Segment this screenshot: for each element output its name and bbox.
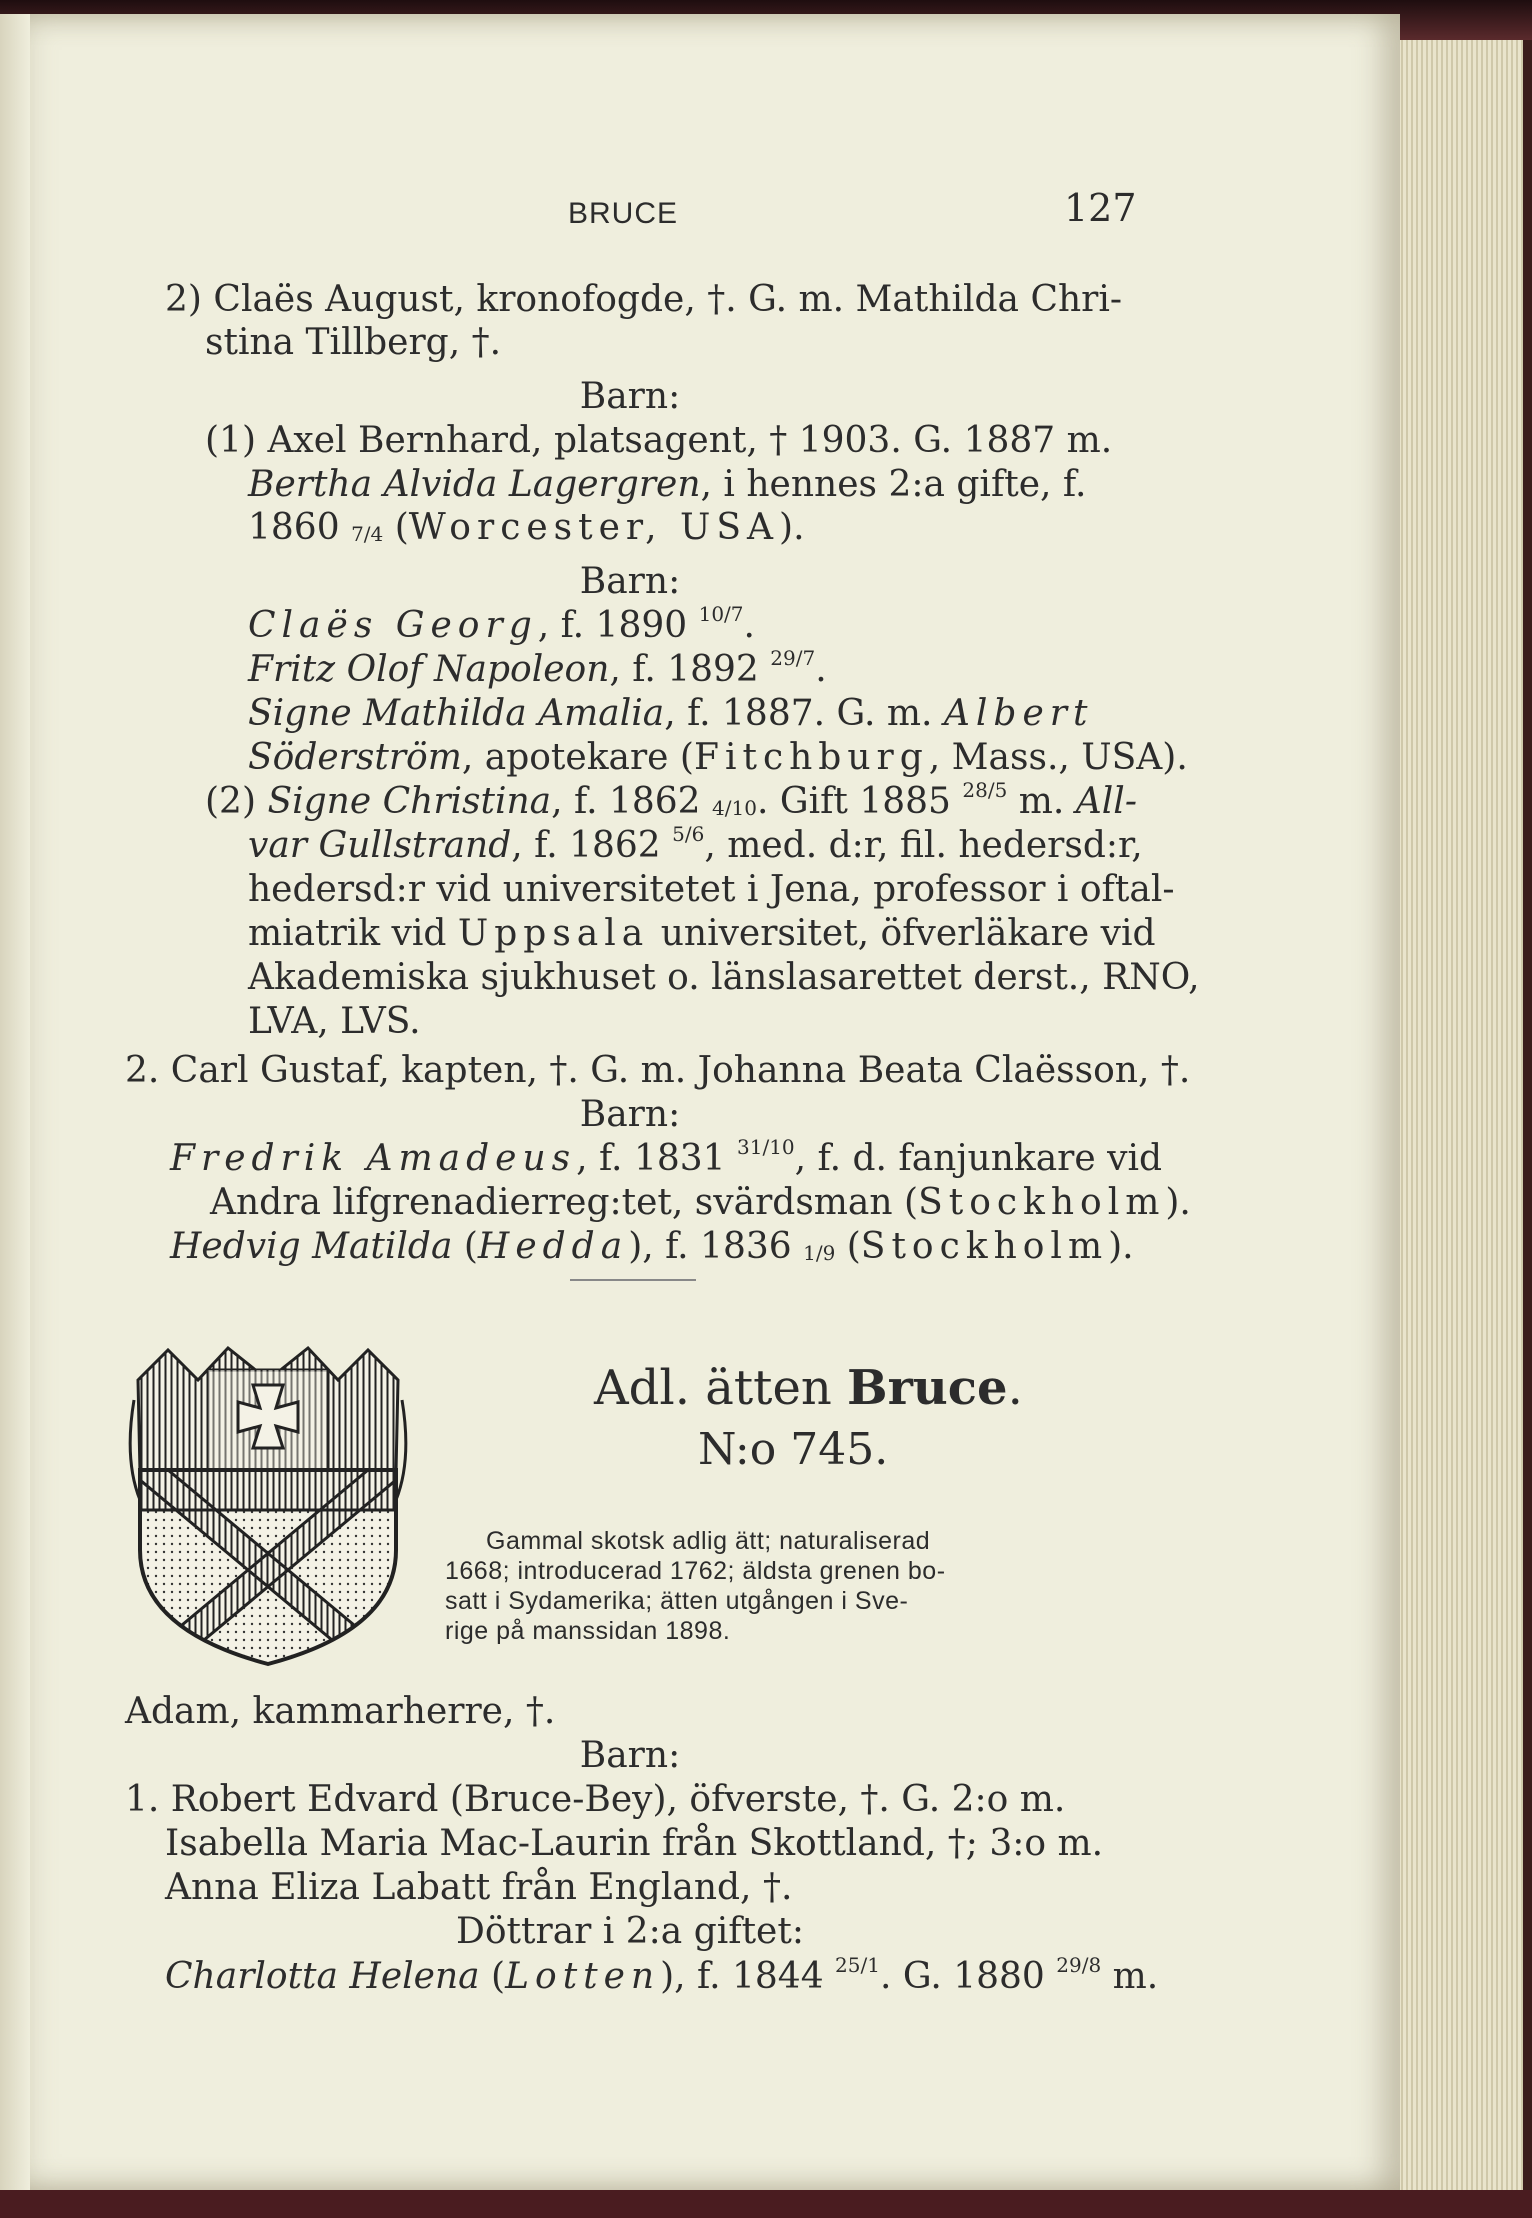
section-divider bbox=[570, 1279, 696, 1281]
entry-gullstrand-cont-3: Akademiska sjukhuset o. länslasarettet derst., RNO, bbox=[248, 957, 1200, 998]
running-title: BRUCE bbox=[568, 197, 679, 230]
entry-axel-bernhard: (1) Axel Bernhard, platsagent, † 1903. G. 1887 m. bbox=[205, 420, 1113, 461]
dottrar-heading: Döttrar i 2:a giftet: bbox=[456, 1911, 804, 1952]
page-block-edge bbox=[1380, 40, 1523, 2190]
coat-of-arms-image bbox=[128, 1340, 408, 1670]
book-page bbox=[0, 14, 1400, 2190]
entry-signe-christina: (2) Signe Christina, f. 1862 $_{4/10}$. Gift 1885 $^{28/5}$ m. All- bbox=[205, 778, 1137, 822]
child-signe-spouse: Söderström, apotekare (Fitchburg, Mass., USA). bbox=[248, 737, 1188, 778]
house-description-1: Gammal skotsk adlig ätt; naturaliserad bbox=[486, 1527, 931, 1555]
entry-carl-gustaf: 2. Carl Gustaf, kapten, †. G. m. Johanna Beata Claësson, †. bbox=[125, 1050, 1191, 1091]
house-description-2: 1668; introducerad 1762; äldsta grenen bo- bbox=[445, 1557, 946, 1585]
entry-robert-cont-2: Anna Eliza Labatt från England, †. bbox=[165, 1867, 793, 1908]
entry-axel-spouse-birth: 1860 $_{7/4}$ (Worcester, USA). bbox=[248, 507, 805, 548]
house-title: Adl. ätten Bruce. bbox=[594, 1360, 1023, 1416]
child-claes-georg: Claës Georg, f. 1890 $^{10/7}$. bbox=[248, 602, 755, 646]
book-edge-bottom bbox=[0, 2190, 1532, 2218]
house-number: N:o 745. bbox=[698, 1424, 889, 1475]
page-number: 127 bbox=[1064, 186, 1137, 230]
barn-heading-2: Barn: bbox=[579, 561, 681, 602]
entry-robert-cont-1: Isabella Maria Mac-Laurin från Skottland, †; 3:o m. bbox=[165, 1823, 1104, 1864]
house-description-3: satt i Sydamerika; ätten utgången i Sve- bbox=[445, 1587, 909, 1615]
entry-axel-spouse: Bertha Alvida Lagergren, i hennes 2:a gifte, f. bbox=[248, 464, 1087, 505]
entry-adam: Adam, kammarherre, †. bbox=[125, 1691, 556, 1732]
barn-heading-1: Barn: bbox=[579, 376, 681, 417]
child-fritz-olof: Fritz Olof Napoleon, f. 1892 $^{29/7}$. bbox=[248, 646, 827, 690]
entry-gullstrand-cont-4: LVA, LVS. bbox=[248, 1001, 421, 1042]
barn-heading-4: Barn: bbox=[579, 1735, 681, 1776]
entry-robert-edvard: 1. Robert Edvard (Bruce-Bey), öfverste, †. G. 2:o m. bbox=[125, 1779, 1066, 1820]
entry-gullstrand: var Gullstrand, f. 1862 $^{5/6}$, med. d:r, fil. hedersd:r, bbox=[248, 822, 1143, 866]
entry-gullstrand-cont-2: miatrik vid Uppsala universitet, öfverläkare vid bbox=[248, 913, 1156, 954]
child-fredrik-amadeus: Fredrik Amadeus, f. 1831 $^{31/10}$, f. d. fanjunkare vid bbox=[170, 1135, 1163, 1179]
child-charlotta-helena: Charlotta Helena (Lotten), f. 1844 $^{25/1}$. G. 1880 $^{29/8}$ m. bbox=[165, 1953, 1159, 1997]
child-fredrik-cont: Andra lifgrenadierreg:tet, svärdsman (Stockholm). bbox=[210, 1182, 1191, 1223]
house-description-4: rige på manssidan 1898. bbox=[445, 1617, 731, 1645]
barn-heading-3: Barn: bbox=[579, 1094, 681, 1135]
child-hedvig-matilda: Hedvig Matilda (Hedda), f. 1836 $_{1/9}$ (Stockholm). bbox=[170, 1226, 1134, 1267]
entry-claes-august: 2) Claës August, kronofogde, †. G. m. Mathilda Chri- bbox=[165, 279, 1123, 320]
entry-gullstrand-cont-1: hedersd:r vid universitetet i Jena, professor i oftal- bbox=[248, 869, 1175, 910]
child-signe-mathilda: Signe Mathilda Amalia, f. 1887. G. m. Albert bbox=[248, 693, 1094, 734]
spouse-name: Bertha Alvida Lagergren bbox=[248, 464, 701, 505]
entry-claes-august-cont: stina Tillberg, †. bbox=[205, 322, 502, 363]
